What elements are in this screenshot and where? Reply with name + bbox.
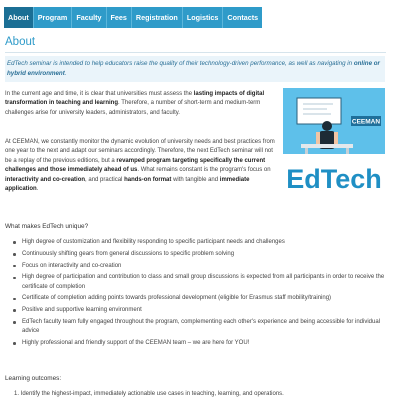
nav-item-logistics[interactable]: Logistics xyxy=(183,7,224,28)
intro-emphasis: online or hybrid environment xyxy=(7,60,380,77)
list-item: Continuously shifting gears from general discussions to specific problem solving xyxy=(12,250,390,259)
intro-callout xyxy=(5,56,385,82)
para2-text-i: . xyxy=(36,186,39,193)
nav-item-program[interactable]: Program xyxy=(34,7,73,28)
para2-emphasis-h: immediate application xyxy=(5,176,250,193)
nav-item-faculty[interactable]: Faculty xyxy=(72,7,106,28)
unique-heading: What makes EdTech unique? xyxy=(5,223,89,230)
nav-item-contacts[interactable]: Contacts xyxy=(227,13,259,22)
learning-outcomes-heading: Learning outcomes: xyxy=(5,375,62,382)
paragraph-ceeman xyxy=(5,138,278,194)
outcomes-list xyxy=(12,390,392,399)
intro-text: EdTech seminar is intended to help educators raise the quality of their technology-driven performance, as well as navigating in xyxy=(7,60,354,67)
nav-item-fees[interactable]: Fees xyxy=(107,7,132,28)
para2-text-g: with tangible and xyxy=(171,176,220,183)
list-item: EdTech faculty team fully engaged throughout the program, complementing each other's experience and being accessible for individual advice xyxy=(12,318,390,336)
intro-text-end: . xyxy=(64,69,67,77)
edtech-title-text: EdTech xyxy=(286,164,382,194)
para1-text-c: . Therefore, a number of short-term and medium-term challenges arise for university leaders, administrators, and faculty. xyxy=(5,100,261,116)
list-item: High degree of customization and flexibility responding to specific participant needs and challenges xyxy=(12,238,390,247)
list-item: 1. Identify the highest-impact, immediately actionable use cases in teaching, learning, and operations. xyxy=(14,391,284,397)
para1-text-a: In the current age and time, it is clear that universities must assess the xyxy=(5,91,194,97)
list-item: High degree of participation and contribution to class and small group discussions is expected from all participants in order to receive the certificate of completion xyxy=(12,273,390,291)
list-item: Highly professional and friendly support of the CEEMAN team – we are here for YOU! xyxy=(12,339,390,348)
list-item: Positive and supportive learning environment xyxy=(12,306,390,315)
para2-text-c: . What remains constant is the program's focus on xyxy=(137,167,271,174)
list-item: Focus on interactivity and co-creation xyxy=(12,262,390,271)
unique-list xyxy=(12,238,390,351)
para2-emphasis-d: interactivity and co-creation xyxy=(5,176,86,183)
para2-emphasis-b: revamped program targeting specifically the current challenges and those immediately ahead of us xyxy=(5,157,266,174)
para2-emphasis-f: hands-on format xyxy=(124,176,172,183)
para2-text-a: At CEEMAN, we constantly monitor the dynamic evolution of university needs and best practices from one year to the next and adapt our seminars accordingly. Therefore, the next EdTech seminar will not be a replay of the previous editions, but a xyxy=(5,139,275,164)
ceeman-logo-text: CEEMAN xyxy=(351,118,381,126)
main-nav xyxy=(4,7,262,28)
nav-item-registration[interactable]: Registration xyxy=(132,7,183,28)
nav-item-about[interactable]: About xyxy=(4,7,34,28)
page-title: About xyxy=(5,36,36,48)
para2-text-e: , and practical xyxy=(85,176,125,183)
edtech-illustration xyxy=(283,88,385,204)
list-item: Certificate of completion adding points towards professional development (eligible for Erasmus staff mobility/training) xyxy=(12,294,390,303)
paragraph-digital-transformation xyxy=(5,90,275,118)
para1-emphasis: lasting impacts of digital transformation in teaching and learning xyxy=(5,91,265,107)
title-divider xyxy=(5,52,386,53)
